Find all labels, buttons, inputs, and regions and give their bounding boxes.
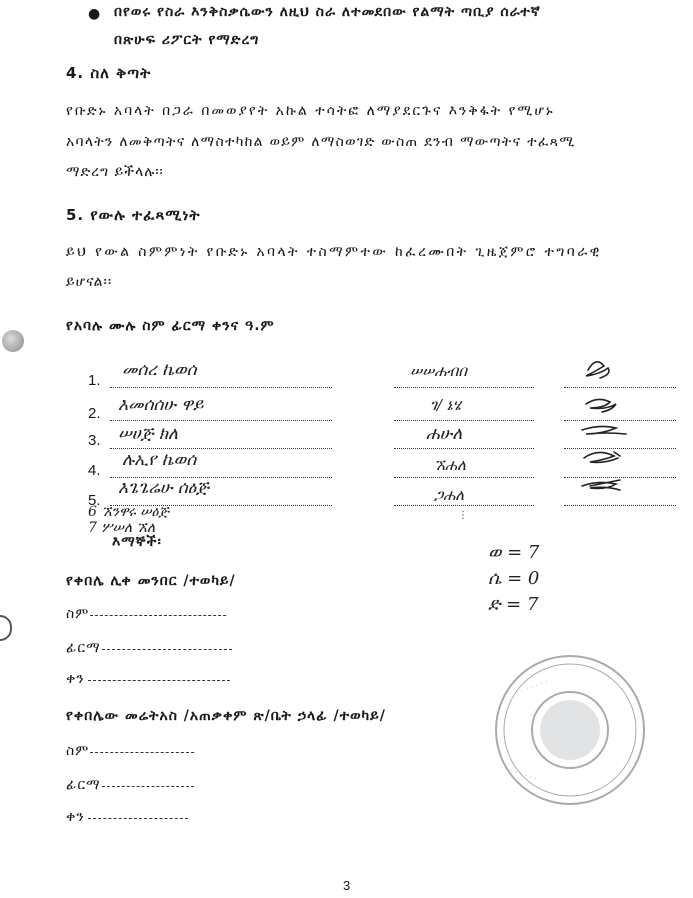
svg-text:ᐧ ᐧ ᐧ ᐧ ᐧ ᐧ ᐧ: ᐧ ᐧ ᐧ ᐧ ᐧ ᐧ ᐧ bbox=[514, 678, 550, 699]
manager-signature-line bbox=[102, 785, 194, 787]
punch-hole-mark bbox=[2, 330, 24, 352]
tally-line-1: ወ = 7 bbox=[488, 542, 540, 563]
punch-hole-mark-2 bbox=[0, 615, 12, 641]
receiver-title: የቀበሌ ሊቀ መንበር /ተወካይ/ bbox=[66, 573, 236, 589]
official-stamp bbox=[490, 650, 650, 810]
date-line bbox=[394, 419, 534, 421]
witnesses-label: እማኞች፡ bbox=[112, 534, 162, 550]
member-name: እመሰሰሁ ዋይ bbox=[118, 395, 204, 415]
member-name: ሉኢየ ኬወሰ bbox=[122, 450, 197, 470]
section-5-line-2: ይሆናል፡፡ bbox=[66, 274, 113, 290]
page-number: 3 bbox=[343, 878, 351, 893]
member-date: ኧሐለ bbox=[434, 456, 466, 474]
member-number: 4. bbox=[88, 462, 101, 479]
date-line bbox=[394, 386, 534, 388]
manager-name-line bbox=[90, 751, 194, 753]
section-4-line-1: የቡድኑ አባላት በጋራ በመወያየት አኩል ተሳትፎ ለማያደርጉና እንቅፋት የሚሆኑ bbox=[66, 103, 555, 119]
members-table-header: የአባሉ ሙሉ ስም ፊርማ ቀንና ዓ.ም bbox=[66, 318, 275, 334]
member-number: 2. bbox=[88, 405, 101, 422]
bullet-line-1: በየወሩ የስራ እንቅስቃሴውን ለዚህ ስራ ለተመደበው የልማት ጣቢያ ሰራተኛ bbox=[114, 4, 541, 20]
receiver-name-line bbox=[90, 614, 226, 616]
bullet-dot: ● bbox=[88, 6, 101, 22]
manager-name-label: ስም bbox=[66, 743, 90, 759]
receiver-date-line bbox=[88, 679, 230, 681]
receiver-signature-label: ፊርማ bbox=[66, 640, 101, 656]
member-number: 5. bbox=[88, 492, 101, 509]
member-name: እጌጌሬሁ ሰዕጅ bbox=[118, 478, 209, 498]
tally-line-2: ሴ = 0 bbox=[488, 568, 540, 589]
member-date: ገ/ ኔሄ bbox=[430, 396, 461, 414]
name-line bbox=[110, 447, 332, 449]
section-5-heading: 5. የውሉ ተፈጻሚነት bbox=[66, 206, 201, 224]
receiver-date-label: ቀን bbox=[66, 671, 85, 687]
manager-date-line bbox=[88, 817, 188, 819]
date-line bbox=[394, 447, 534, 449]
bullet-line-2: በጽሁፍ ሪፖርት የማድረግ bbox=[114, 32, 260, 48]
member-date: ጋሐለ bbox=[434, 486, 465, 504]
receiver-name-label: ስም bbox=[66, 606, 90, 622]
date-line bbox=[394, 476, 534, 478]
member-number: 3. bbox=[88, 432, 101, 449]
name-line bbox=[110, 419, 332, 421]
stray-marks: ⋮ bbox=[458, 510, 468, 521]
name-line bbox=[110, 386, 332, 388]
section-5-line-1: ይህ የውል ስምምነት የቡድኑ አባላት ተስማምተው ከፈረሙበት ጊዜጀምሮ ተግባራዊ bbox=[66, 244, 602, 260]
section-4-line-2: አባላትን ለመቅጣትና ለማስተካከል ወይም ለማስወገድ ውስጠ ደንብ ማውጣትና ተፈጻሚ bbox=[66, 134, 576, 150]
tally-line-3: ድ = 7 bbox=[488, 594, 539, 615]
member-number: 1. bbox=[88, 372, 101, 389]
date-line bbox=[394, 504, 534, 506]
extra-member-line-7: 7 ሦሠለ ኧለ bbox=[88, 520, 156, 536]
section-4-heading: 4. ስለ ቅጣት bbox=[66, 64, 152, 82]
receiver-signature-line bbox=[102, 648, 232, 650]
member-name: ሠሀጅ ክለ bbox=[118, 424, 178, 444]
member-date: ሐሁለ bbox=[426, 424, 463, 444]
member-date: ሠሠሐብበ bbox=[410, 362, 467, 380]
svg-text:ᐧ ᐧ ᐧ ᐧ ᐧ ᐧ ᐧ: ᐧ ᐧ ᐧ ᐧ ᐧ ᐧ ᐧ bbox=[502, 764, 538, 785]
extra-member-line-6: 6 ኧንዋሩ ሠዕጅ bbox=[88, 504, 169, 520]
manager-title: የቀበሌው መሬትአስ /አጠቃቀም ጽ/ቤት ኃላፊ /ተወካይ/ bbox=[66, 708, 386, 724]
section-4-line-3: ማድረግ ይችላሉ፡፡ bbox=[66, 164, 164, 180]
manager-date-label: ቀን bbox=[66, 809, 85, 825]
handwritten-signatures bbox=[560, 348, 680, 508]
member-name: መሰረ ኬወሰ bbox=[122, 360, 197, 380]
manager-signature-label: ፊርማ bbox=[66, 777, 101, 793]
